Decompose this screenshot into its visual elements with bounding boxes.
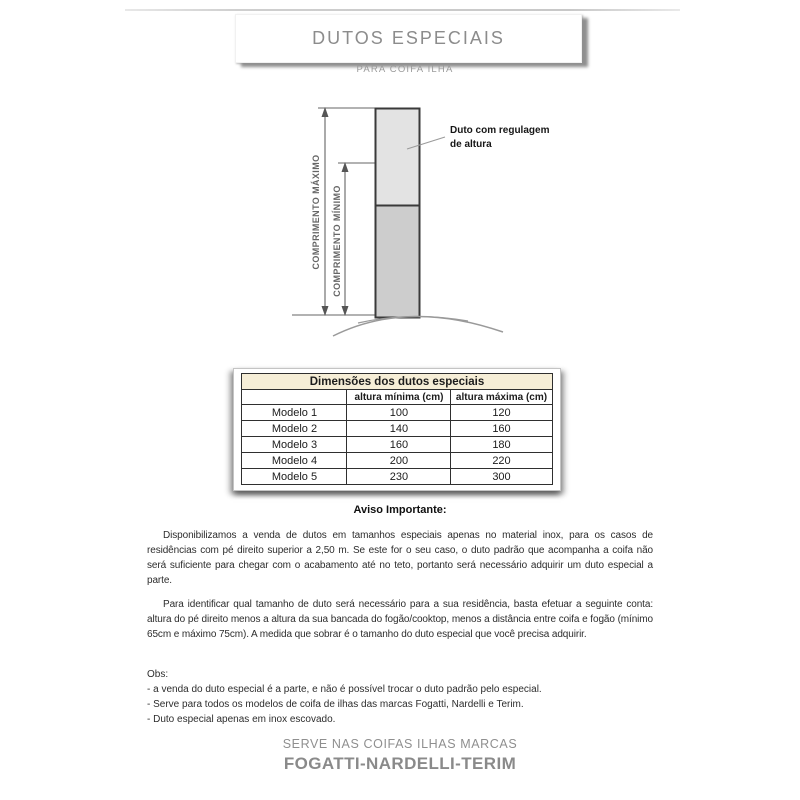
cell-max: 300 <box>451 469 552 485</box>
notice-paragraph-1: Disponibilizamos a venda de dutos em tamanhos especiais apenas no material inox, para os casos de residências com pé direito superior a 2,50 m. Se este for o seu caso, o duto padrão que acompanha a coifa não será suficiente para chegar com o acabamento até no teto, portanto será necessário adquirir um duto especial a parte. <box>147 530 653 586</box>
cell-model: Modelo 1 <box>242 405 347 421</box>
cell-min: 100 <box>347 405 451 421</box>
cell-min: 200 <box>347 453 451 469</box>
footer-brands: FOGATTI-NARDELLI-TERIM <box>283 754 517 773</box>
duct-annotation-line2: de altura <box>450 139 492 150</box>
page-subtitle: PARA COIFA ILHA <box>356 64 454 75</box>
hood-outline <box>333 316 503 336</box>
col-header-model <box>242 390 347 405</box>
duct-annotation-line1: Duto com regulagem <box>450 125 550 136</box>
obs-item: - Duto especial apenas em inox escovado. <box>147 714 336 725</box>
page-title: DUTOS ESPECIAIS <box>312 28 505 48</box>
cell-max: 160 <box>451 421 552 437</box>
footer <box>0 737 800 774</box>
title-box <box>235 14 582 63</box>
cell-model: Modelo 2 <box>242 421 347 437</box>
dim-label-max: COMPRIMENTO MÁXIMO <box>311 154 321 270</box>
notice-heading: Aviso Importante: <box>353 504 447 516</box>
table-row <box>242 469 552 485</box>
table-row <box>242 453 552 469</box>
notice-paragraph-2: Para identificar qual tamanho de duto será necessário para a sua residência, basta efetuar a seguinte conta: altura do pé direito menos a altura da sua bancada do fogão/cooktop, menos a distância entre coifa e fogão (mínimo 65cm e máximo 75cm). A medida que sobrar é o tamanho do duto especial que você precisa adquirir. <box>147 599 653 640</box>
cell-model: Modelo 4 <box>242 453 347 469</box>
table-header-row <box>242 390 552 405</box>
table-row <box>242 405 552 421</box>
duct-upper-section <box>376 109 420 206</box>
duct-diagram <box>240 95 560 345</box>
cell-min: 160 <box>347 437 451 453</box>
cell-max: 220 <box>451 453 552 469</box>
cell-max: 180 <box>451 437 552 453</box>
obs-section <box>147 667 653 727</box>
table-title: Dimensões dos dutos especiais <box>242 374 552 390</box>
footer-tagline: SERVE NAS COIFAS ILHAS MARCAS <box>282 737 518 751</box>
col-header-max: altura máxima (cm) <box>451 390 552 405</box>
obs-heading: Obs: <box>147 669 169 680</box>
notice-section <box>147 504 653 642</box>
header-divider <box>125 9 680 11</box>
dim-label-min: COMPRIMENTO MÍNIMO <box>332 185 342 297</box>
table-row <box>242 437 552 453</box>
cell-model: Modelo 5 <box>242 469 347 485</box>
cell-model: Modelo 3 <box>242 437 347 453</box>
cell-max: 120 <box>451 405 552 421</box>
dimensions-table <box>241 373 552 485</box>
dimensions-table-card <box>233 368 561 491</box>
table-title-row <box>242 374 552 390</box>
duct-lower-section <box>376 206 420 318</box>
table-row <box>242 421 552 437</box>
obs-item: - a venda do duto especial é a parte, e não é possível trocar o duto padrão pelo especial. <box>147 684 542 695</box>
col-header-min: altura mínima (cm) <box>347 390 451 405</box>
cell-min: 230 <box>347 469 451 485</box>
cell-min: 140 <box>347 421 451 437</box>
obs-item: - Serve para todos os modelos de coifa de ilhas das marcas Fogatti, Nardelli e Terim. <box>147 699 524 710</box>
